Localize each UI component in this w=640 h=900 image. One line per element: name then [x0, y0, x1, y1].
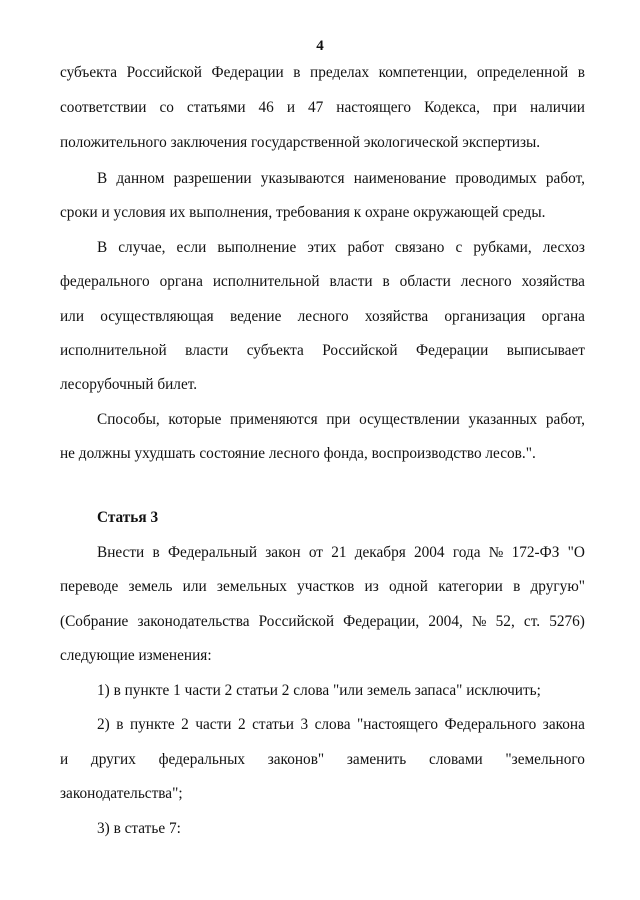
paragraph-line: исполнительной власти субъекта Российской Федерации выписывает: [60, 342, 585, 359]
paragraph-line: Способы, которые применяются при осуществлении указанных работ,: [97, 411, 585, 428]
paragraph-line: федерального органа исполнительной власти в области лесного хозяйства: [60, 273, 585, 290]
paragraph-line: субъекта Российской Федерации в пределах компетенции, определенной в: [60, 64, 585, 81]
article-line: Внести в Федеральный закон от 21 декабря 2004 года № 172-ФЗ "О: [97, 544, 585, 561]
article-line: следующие изменения:: [60, 647, 212, 664]
paragraph-line: лесорубочный билет.: [60, 376, 198, 393]
amendment-item-line: законодательства";: [60, 785, 183, 802]
page-number: 4: [316, 38, 324, 54]
article-line: переводе земель или земельных участков из одной категории в другую": [60, 578, 585, 595]
paragraph-line: сроки и условия их выполнения, требования к охране окружающей среды.: [60, 204, 546, 221]
article-line: (Собрание законодательства Российской Федерации, 2004, № 52, ст. 5276): [60, 613, 585, 630]
amendment-item: 3) в статье 7:: [97, 820, 181, 837]
article-heading: Статья 3: [97, 509, 159, 526]
amendment-item: 2) в пункте 2 части 2 статьи 3 слова "настоящего Федерального закона: [97, 716, 585, 733]
amendment-item-line: и других федеральных законов" заменить словами "земельного: [60, 751, 585, 768]
paragraph-line: не должны ухудшать состояние лесного фонда, воспроизводство лесов.".: [60, 445, 536, 462]
paragraph-line: или осуществляющая ведение лесного хозяйства организация органа: [60, 308, 585, 325]
paragraph-line: В случае, если выполнение этих работ связано с рубками, лесхоз: [97, 239, 585, 256]
paragraph-line: положительного заключения государственной экологической экспертизы.: [60, 134, 541, 151]
paragraph-line: соответствии со статьями 46 и 47 настоящего Кодекса, при наличии: [60, 99, 585, 116]
amendment-item: 1) в пункте 1 части 2 статьи 2 слова "или земель запаса" исключить;: [97, 682, 541, 699]
paragraph-line: В данном разрешении указываются наименование проводимых работ,: [97, 170, 585, 187]
